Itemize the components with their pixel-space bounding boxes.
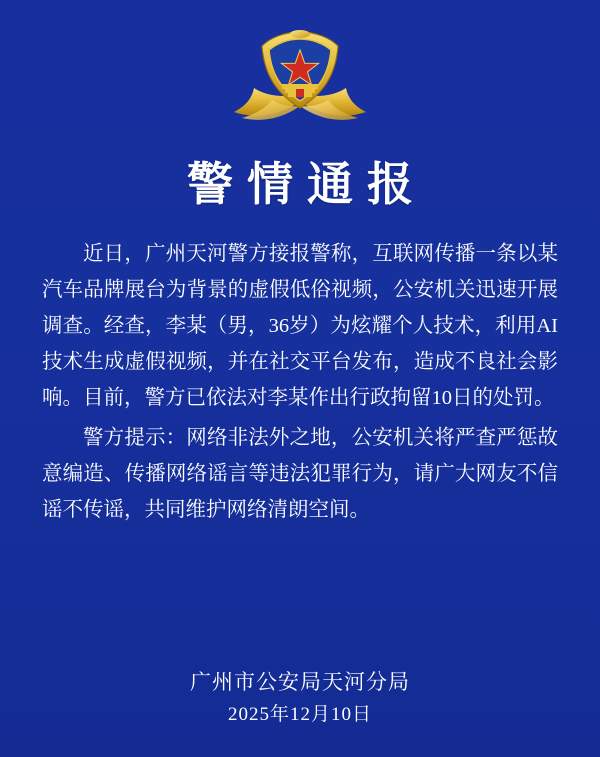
notice-body [42,236,558,528]
china-police-badge-icon [230,26,370,134]
page-title: 警情通报 [187,159,427,210]
notice-paragraph-1: 近日，广州天河警方接报警称，互联网传播一条以某汽车品牌展台为背景的虚假低俗视频，公安机关迅速开展调查。经查，李某（男，36岁）为炫耀个人技术，利用AI技术生成虚假视频，并在社交平台发布，造成不良社会影响。目前，警方已依法对李某作出行政拘留10日的处罚。 [42,243,558,409]
emblem-container [0,0,600,134]
signature-organization: 广州市公安局天河分局 [190,670,410,694]
signature-date: 2025年12月10日 [227,704,372,725]
signature-block [0,665,600,731]
notice-paragraph-2: 警方提示：网络非法外之地，公安机关将严查严惩故意编造、传播网络谣言等违法犯罪行为，请广大网友不信谣不传谣，共同维护网络清朗空间。 [42,427,558,521]
